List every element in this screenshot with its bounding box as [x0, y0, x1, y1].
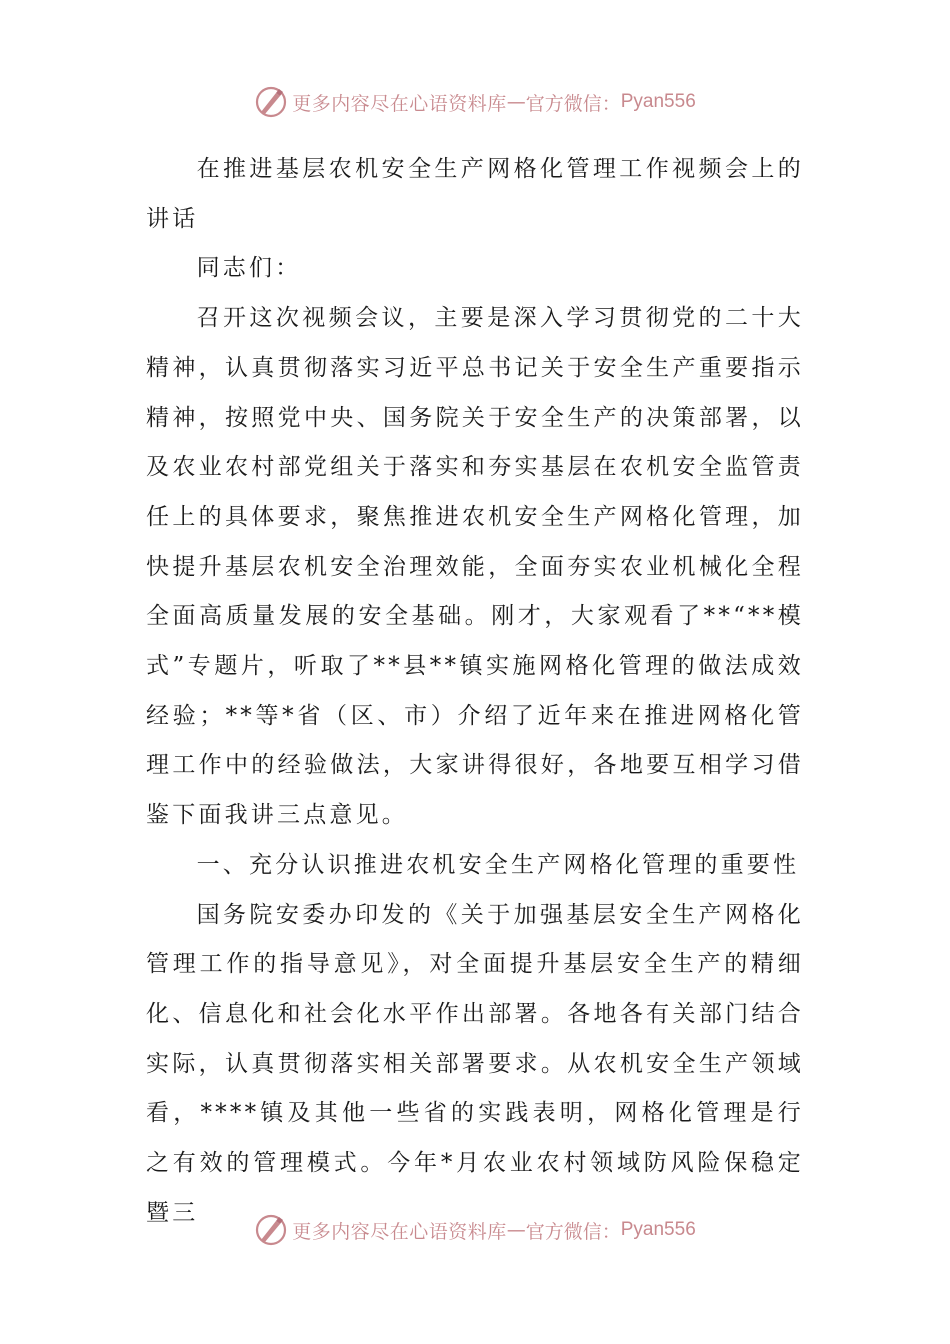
- banner-wechat-id: Pyan556: [620, 91, 696, 112]
- pen-logo-icon: [254, 85, 288, 119]
- banner-wechat-label: 官方微信：: [525, 1220, 621, 1243]
- document-title: 在推进基层农机安全生产网格化管理工作视频会上的讲话: [146, 156, 804, 232]
- salutation: 同志们：: [196, 255, 302, 282]
- document-body: [146, 145, 804, 1238]
- banner-site-text: 更多内容尽在心语资料库: [292, 1220, 507, 1243]
- paragraph: 国务院安委办印发的《关于加强基层安全生产网格化管理工作的指导意见》，对全面提升基层安全生产的精细化、信息化和社会化水平作出部署。各地各有关部门结合实际，认真贯彻落实相关部署要求。从农机安全生产领域看，****镇及其他一些省的实践表明，网格化管理是行之有效的管理模式。今年*月农业农村领域防风险保稳定暨三: [146, 901, 804, 1226]
- paragraph: 召开这次视频会议，主要是深入学习贯彻党的二十大精神，认真贯彻落实习近平总书记关于安全生产重要指示精神，按照党中央、国务院关于安全生产的决策部署，以及农业农村部党组关于落实和夯实基层在农机安全监管责任上的具体要求，聚焦推进农机安全生产网格化管理，加快提升基层农机安全治理效能，全面夯实农业机械化全程全面高质量发展的安全基础。刚才，大家观看了**“**模式”专题片，听取了**县**镇实施网格化管理的做法成效经验；**等*省（区、市）介绍了近年来在推进网格化管理工作中的经验做法，大家讲得很好，各地要互相学习借鉴下面我讲三点意见。: [146, 305, 804, 829]
- header-watermark-banner: [0, 82, 950, 122]
- banner-dash: —: [506, 1219, 526, 1241]
- banner-dash: —: [506, 91, 526, 113]
- footer-watermark-banner: [0, 1210, 950, 1250]
- banner-site-text: 更多内容尽在心语资料库: [292, 92, 507, 115]
- banner-wechat-id: Pyan556: [620, 1219, 696, 1240]
- section-heading: 一、充分认识推进农机安全生产网格化管理的重要性: [196, 851, 800, 878]
- banner-wechat-label: 官方微信：: [525, 92, 621, 115]
- pen-logo-icon: [254, 1213, 288, 1247]
